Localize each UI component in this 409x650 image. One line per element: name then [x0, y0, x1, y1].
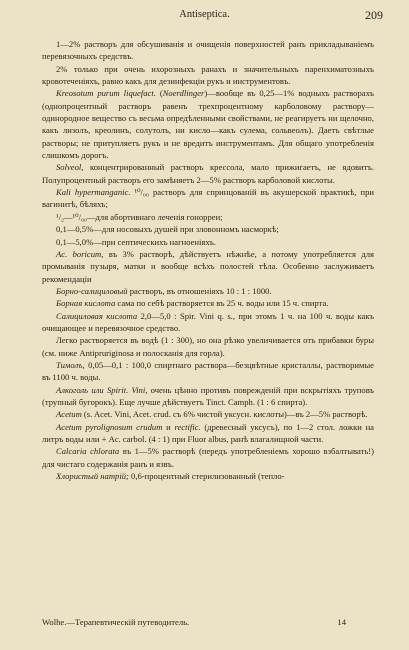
- paragraph: [42, 161, 374, 186]
- page-header: [0, 9, 409, 23]
- text-run: очень цѣнно противъ поврежденій при вскрытіяхъ труповъ (трупный бугорокъ). Еще лучше дѣйствуетъ Tinct. Camph. (1 : 6 спирта).: [42, 384, 374, 407]
- paragraph: [42, 470, 374, 482]
- text-run: сама по себѣ растворяется въ 25 ч. воды или 15 ч. спирта.: [115, 298, 329, 309]
- text-run: 2% только при очень ихорозныхъ ранахъ и значительныхъ паренхиматозныхъ кровотеченіяхъ, равно какъ для дезинфекціи рукъ и инструментовъ.: [42, 63, 374, 87]
- paragraph: [42, 359, 374, 384]
- running-title: Antiseptica.: [179, 9, 230, 20]
- text-run: (древесный уксусъ), по 1—2 стол. ложки на литръ воды или + Ac. carbol. (4 : 1) при Fluor albus, ранѣ влагалищной части.: [42, 421, 374, 444]
- italic-term: Kali hypermanganic.: [56, 187, 131, 198]
- text-run: 0,6-процентный стерилизованный (тепло-: [128, 471, 285, 482]
- text-run: )—вообще въ 0,25—1% водныхъ растворахъ (однопроцентный растворъ равенъ трехпроцентному карболовому раствору—одинородное вещество съ весьма опредѣленными свойствами, не реагируетъ ни щелочно, какъ лизолъ, креолинъ, солутолъ, ни кисло—какъ сулема, сольвеолъ). Даетъ свѣтлые растворы; не притупляетъ рукъ и не вредитъ инструментамъ. Для общаго употребленія слишкомъ дорогъ.: [42, 88, 375, 161]
- paragraph: [42, 87, 374, 161]
- paragraph: [42, 63, 374, 88]
- paragraph: [42, 223, 374, 235]
- text-run: 2,0—5,0 : Spir. Vini q. s., при этомъ 1 ч. на 100 ч. воды какъ очищающее и перевязочное средство.: [42, 310, 374, 333]
- paragraph: [42, 248, 374, 285]
- italic-term: Solveol,: [56, 162, 84, 173]
- paragraph: [42, 408, 374, 420]
- text-run: концентрированный растворъ крессола, мало прижигаетъ, не ядовитъ. Полупроцентный растворъ его замѣняетъ 2—5% растворъ карболовой кислоты.: [42, 162, 374, 185]
- text-run: и: [162, 421, 175, 432]
- paragraph: [42, 236, 374, 248]
- italic-term: Ac. boricum,: [56, 248, 104, 259]
- paragraph: [42, 384, 374, 409]
- paragraph: [42, 310, 374, 335]
- text-run: (: [155, 88, 163, 99]
- footer-title: Wolhe.—Терапевтическій путеводитель.: [42, 617, 190, 627]
- italic-term: Борная кислота: [56, 298, 116, 309]
- paragraph: [42, 297, 374, 309]
- text-run: въ 3% растворѣ, дѣйствуетъ нѣжнѣе, а потому употребляется для промыванія пузыря, матки и вообще всѣхъ полостей тѣла. Особенно заслуживаетъ рекомендаціи: [42, 248, 374, 284]
- italic-term: Салициловая кислота: [56, 310, 138, 321]
- paragraph: [42, 334, 374, 359]
- text-run: 0,1—5,0%—при септическихъ нагноеніяхъ.: [56, 236, 216, 247]
- italic-term: Acetum pyrolignosum crudum: [56, 421, 163, 432]
- italic-term: Тимолъ,: [56, 359, 85, 370]
- paragraph: [42, 211, 374, 223]
- text-run: (s. Acet. Vini, Acet. crud. съ 6% чистой уксусн. кислоты)—въ 2—5% растворѣ.: [81, 409, 368, 420]
- italic-term: Алкоголь или Spirit. Vini,: [56, 384, 148, 395]
- italic-term: Acetum: [56, 409, 82, 420]
- paragraph: [42, 186, 374, 211]
- text-run: 0,05—0,1 : 100,0 спиртнаго раствора—безцвѣтные кристаллы, растворимые въ 1100 ч. воды.: [42, 359, 374, 383]
- body-text: [42, 38, 374, 482]
- italic-term: rectific.: [174, 421, 201, 432]
- italic-term: Calcaria chlorata: [56, 446, 120, 457]
- page-number: 209: [365, 8, 383, 22]
- italic-term: Kreosotum purum liquefact.: [56, 88, 156, 99]
- italic-term: Борно-салициловый: [56, 285, 128, 296]
- text-run: Легко растворяется въ водѣ (1 : 300), но она рѣзко увеличивается отъ прибавки буры (см. ниже Antipruriginosa и полосканія для горла).: [42, 335, 374, 358]
- text-run: 0,1—0,5%—для носовыхъ душей при зловонномъ насморкѣ;: [56, 224, 279, 235]
- page-footer: [42, 617, 376, 629]
- italic-term: Хлористый натрій;: [56, 471, 129, 482]
- paragraph: [42, 445, 374, 470]
- text-run: 1—2% растворъ для обсушиванія и очищенія поверхностей ранъ прикладываніемъ перевязочныхъ средствъ.: [42, 39, 374, 62]
- text-run: ¹/₂—¹⁰/₀₀—для абортивнаго леченія гонорреи;: [56, 211, 223, 222]
- italic-term: Noerdlinger: [162, 88, 205, 99]
- signature-number: 14: [337, 617, 346, 627]
- text-run: въ 1—5% растворѣ (передъ употребленіемъ хорошо взбалтывать!) для чистаго содержанія ранъ и язвъ.: [42, 446, 374, 469]
- text-run: ¹⁰/₀₀ растворъ для спринцованій въ акушерской практикѣ, при вагинитѣ, бѣляхъ;: [42, 187, 374, 210]
- text-run: растворъ, въ отношеніяхъ 10 : 1 : 1000.: [127, 285, 272, 296]
- paragraph: [42, 421, 374, 446]
- paragraph: [42, 285, 374, 297]
- paragraph: [42, 38, 374, 63]
